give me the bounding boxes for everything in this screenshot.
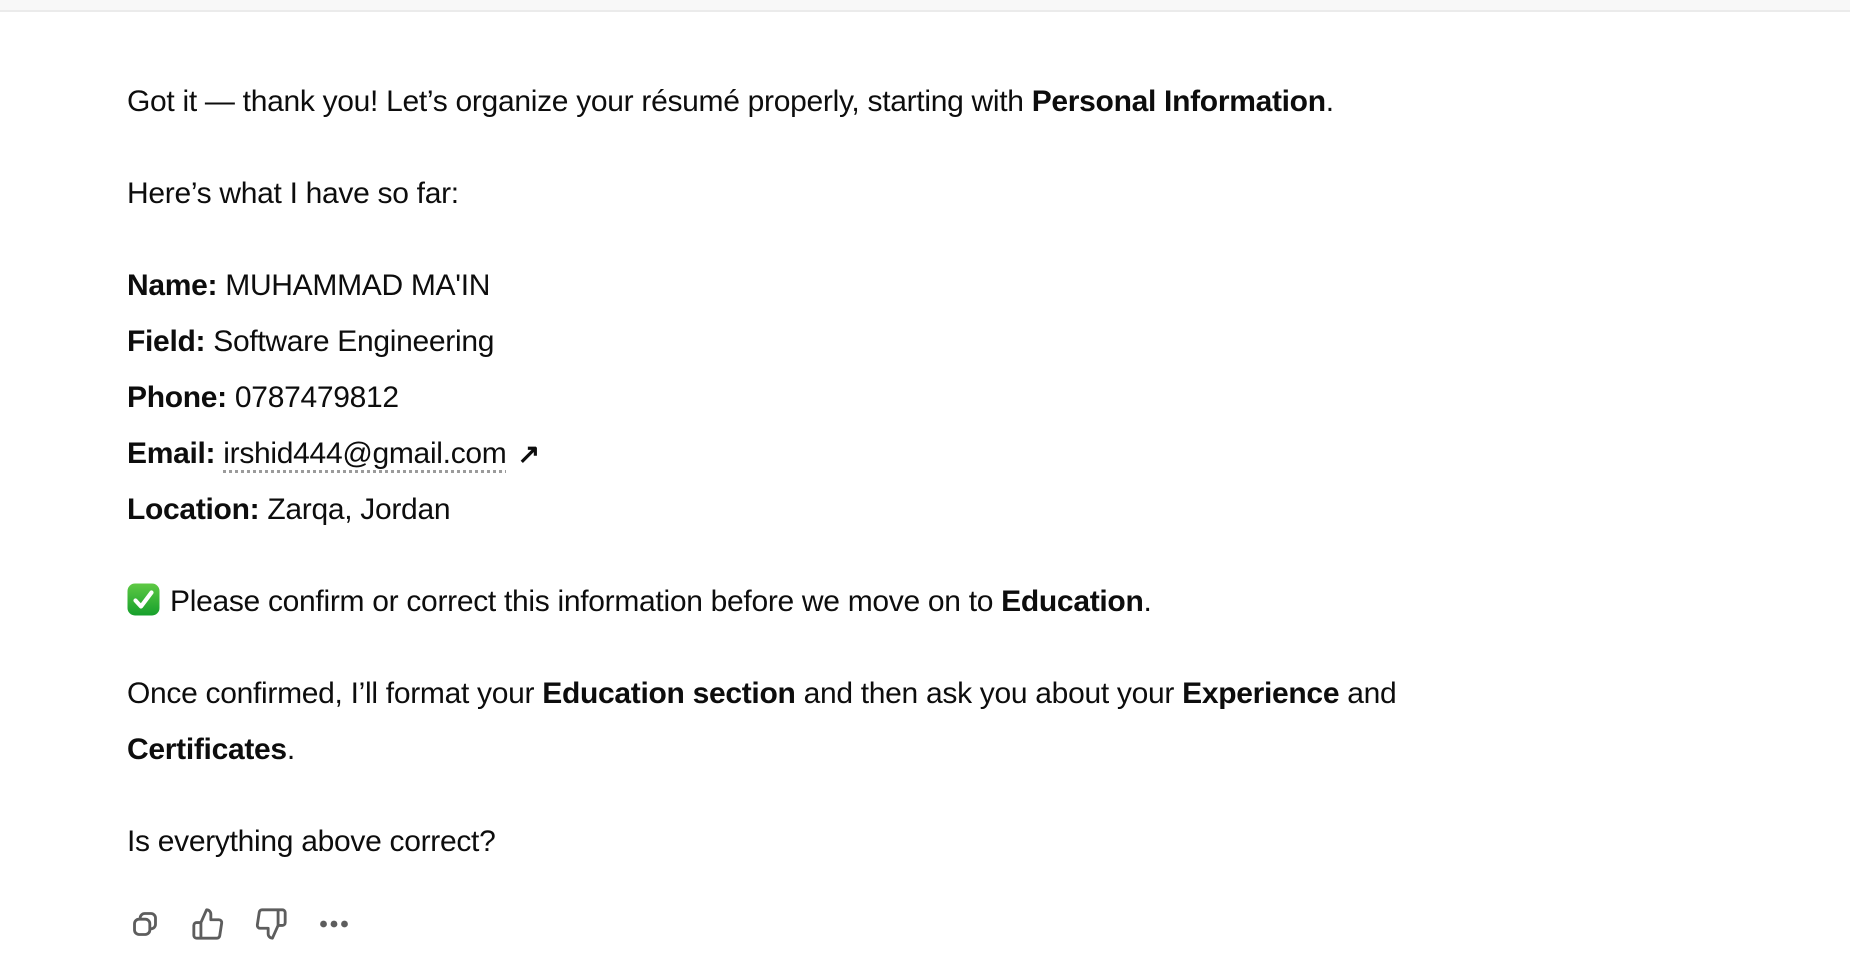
confirm-suffix: . — [1143, 585, 1152, 618]
name-value: MUHAMMAD MA'IN — [225, 269, 491, 302]
confirm-text: Please confirm or correct this information before we move on to — [170, 585, 1002, 618]
closing-question: Is everything above correct? — [127, 825, 496, 858]
location-value: Zarqa, Jordan — [267, 493, 451, 526]
external-link-arrow-icon: ↗ — [517, 439, 540, 469]
copy-button[interactable] — [127, 906, 163, 942]
next-text-2: and then ask you about your — [795, 677, 1183, 710]
next-bold-certificates: Certificates — [127, 733, 287, 766]
info-line-name — [127, 258, 1663, 314]
email-label: Email: — [127, 437, 216, 470]
next-text-4: . — [286, 733, 295, 766]
more-actions-button[interactable] — [316, 906, 352, 942]
next-bold-experience: Experience — [1182, 677, 1340, 710]
location-label: Location: — [127, 493, 260, 526]
next-text-1: Once confirmed, I’ll format your — [127, 677, 543, 710]
phone-value: 0787479812 — [234, 381, 399, 414]
phone-label: Phone: — [127, 381, 227, 414]
intro-paragraph — [127, 74, 1663, 130]
thumbs-up-button[interactable] — [190, 906, 226, 942]
thumbs-down-button[interactable] — [253, 906, 289, 942]
info-line-field — [127, 314, 1663, 370]
name-label: Name: — [127, 269, 218, 302]
field-label: Field: — [127, 325, 206, 358]
copy-icon — [128, 907, 162, 941]
confirm-bold: Education — [1001, 585, 1144, 618]
so-far-line: Here’s what I have so far: — [127, 177, 459, 210]
thumbs-up-icon — [191, 907, 225, 941]
info-line-location — [127, 482, 1663, 538]
next-text-3: and — [1339, 677, 1397, 710]
next-bold-education-section: Education section — [542, 677, 796, 710]
info-line-email — [127, 426, 1663, 482]
field-value: Software Engineering — [213, 325, 495, 358]
info-line-phone — [127, 370, 1663, 426]
intro-bold: Personal Information — [1031, 85, 1326, 118]
next-steps-paragraph — [127, 666, 1663, 778]
header-bottom-edge — [0, 0, 1850, 12]
email-link[interactable]: irshid444@gmail.com — [223, 437, 507, 470]
confirm-paragraph — [127, 574, 1663, 630]
message-action-bar — [127, 906, 1663, 942]
thumbs-down-icon — [254, 907, 288, 941]
green-check-mark-icon — [127, 583, 160, 616]
personal-info-list — [127, 258, 1663, 538]
intro-text: Got it — thank you! Let’s organize your résumé properly, starting with — [127, 85, 1032, 118]
ellipsis-icon — [317, 907, 351, 941]
assistant-message — [127, 12, 1663, 942]
intro-suffix: . — [1325, 85, 1334, 118]
